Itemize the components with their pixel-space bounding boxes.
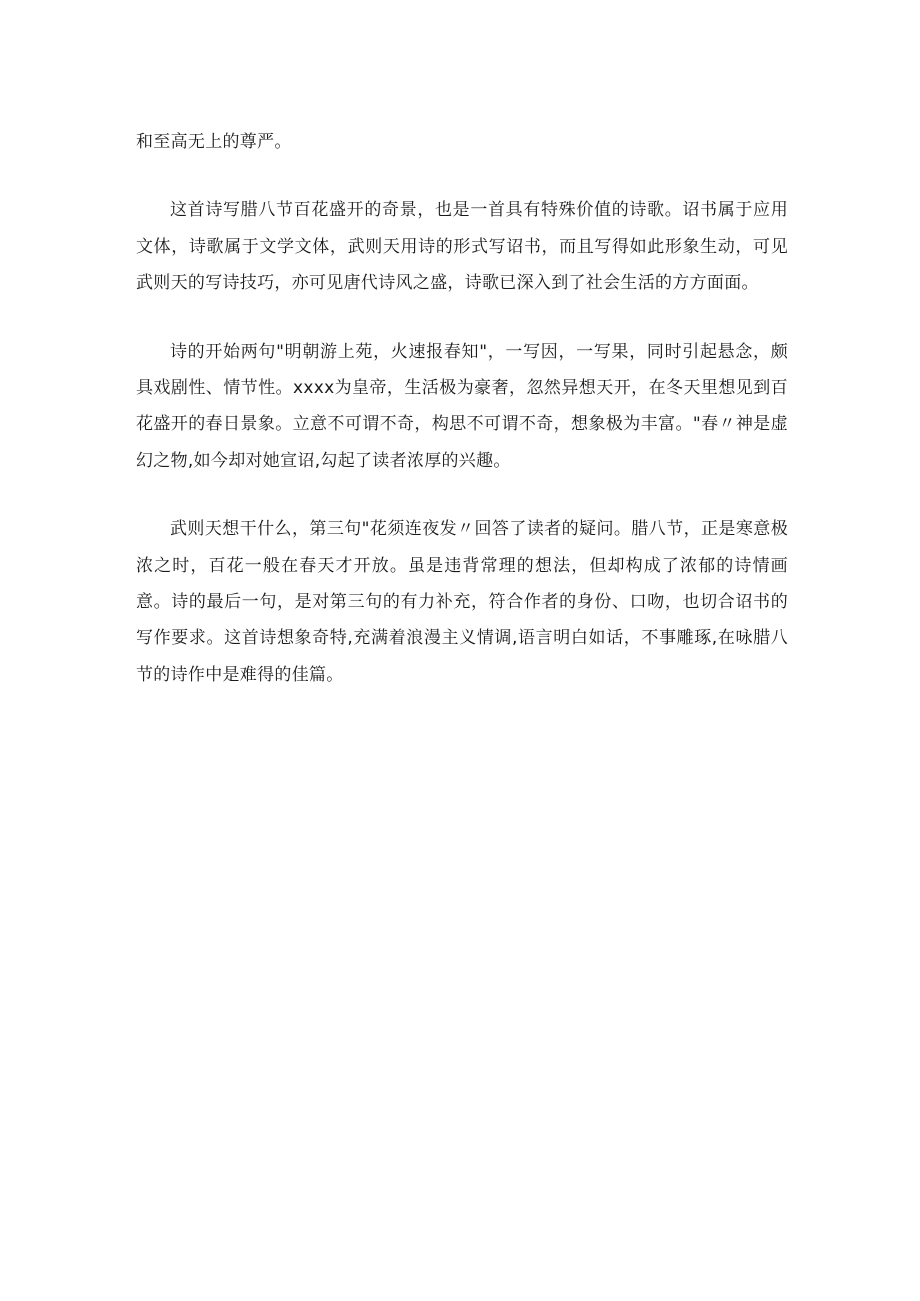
paragraph-continuation: 和至高无上的尊严。: [136, 132, 292, 152]
paragraph-poem-value: 这首诗写腊八节百花盛开的奇景，也是一首具有特殊价值的诗歌。诏书属于应用文体，诗歌属于文学文体，武则天用诗的形式写诏书，而且写得如此形象生动，可见武则天的写诗技巧，亦可见唐代诗风之盛，诗歌已深入到了社会生活的方方面面。: [136, 200, 788, 294]
document-body: [136, 124, 788, 693]
paragraph-opening-lines: 诗的开始两句"明朝游上苑，火速报春知"，一写因，一写果，同时引起悬念，颇具戏剧性、情节性。xxxx为皇帝，生活极为豪奢，忽然异想天开，在冬天里想见到百花盛开的春日景象。立意不可谓不奇，构思不可谓不奇，想象极为丰富。"春〃神是虚幻之物,如今却对她宣诏,勾起了读者浓厚的兴趣。: [136, 341, 788, 471]
paragraph-third-line: 武则天想干什么，第三句"花须连夜发〃回答了读者的疑问。腊八节，正是寒意极浓之时，百花一般在春天才开放。虽是违背常理的想法，但却构成了浓郁的诗情画意。诗的最后一句，是对第三句的有力补充，符合作者的身份、口吻，也切合诏书的写作要求。这首诗想象奇特,充满着浪漫主义情调,语言明白如话，不事雕琢,在咏腊八节的诗作中是难得的佳篇。: [136, 519, 788, 685]
